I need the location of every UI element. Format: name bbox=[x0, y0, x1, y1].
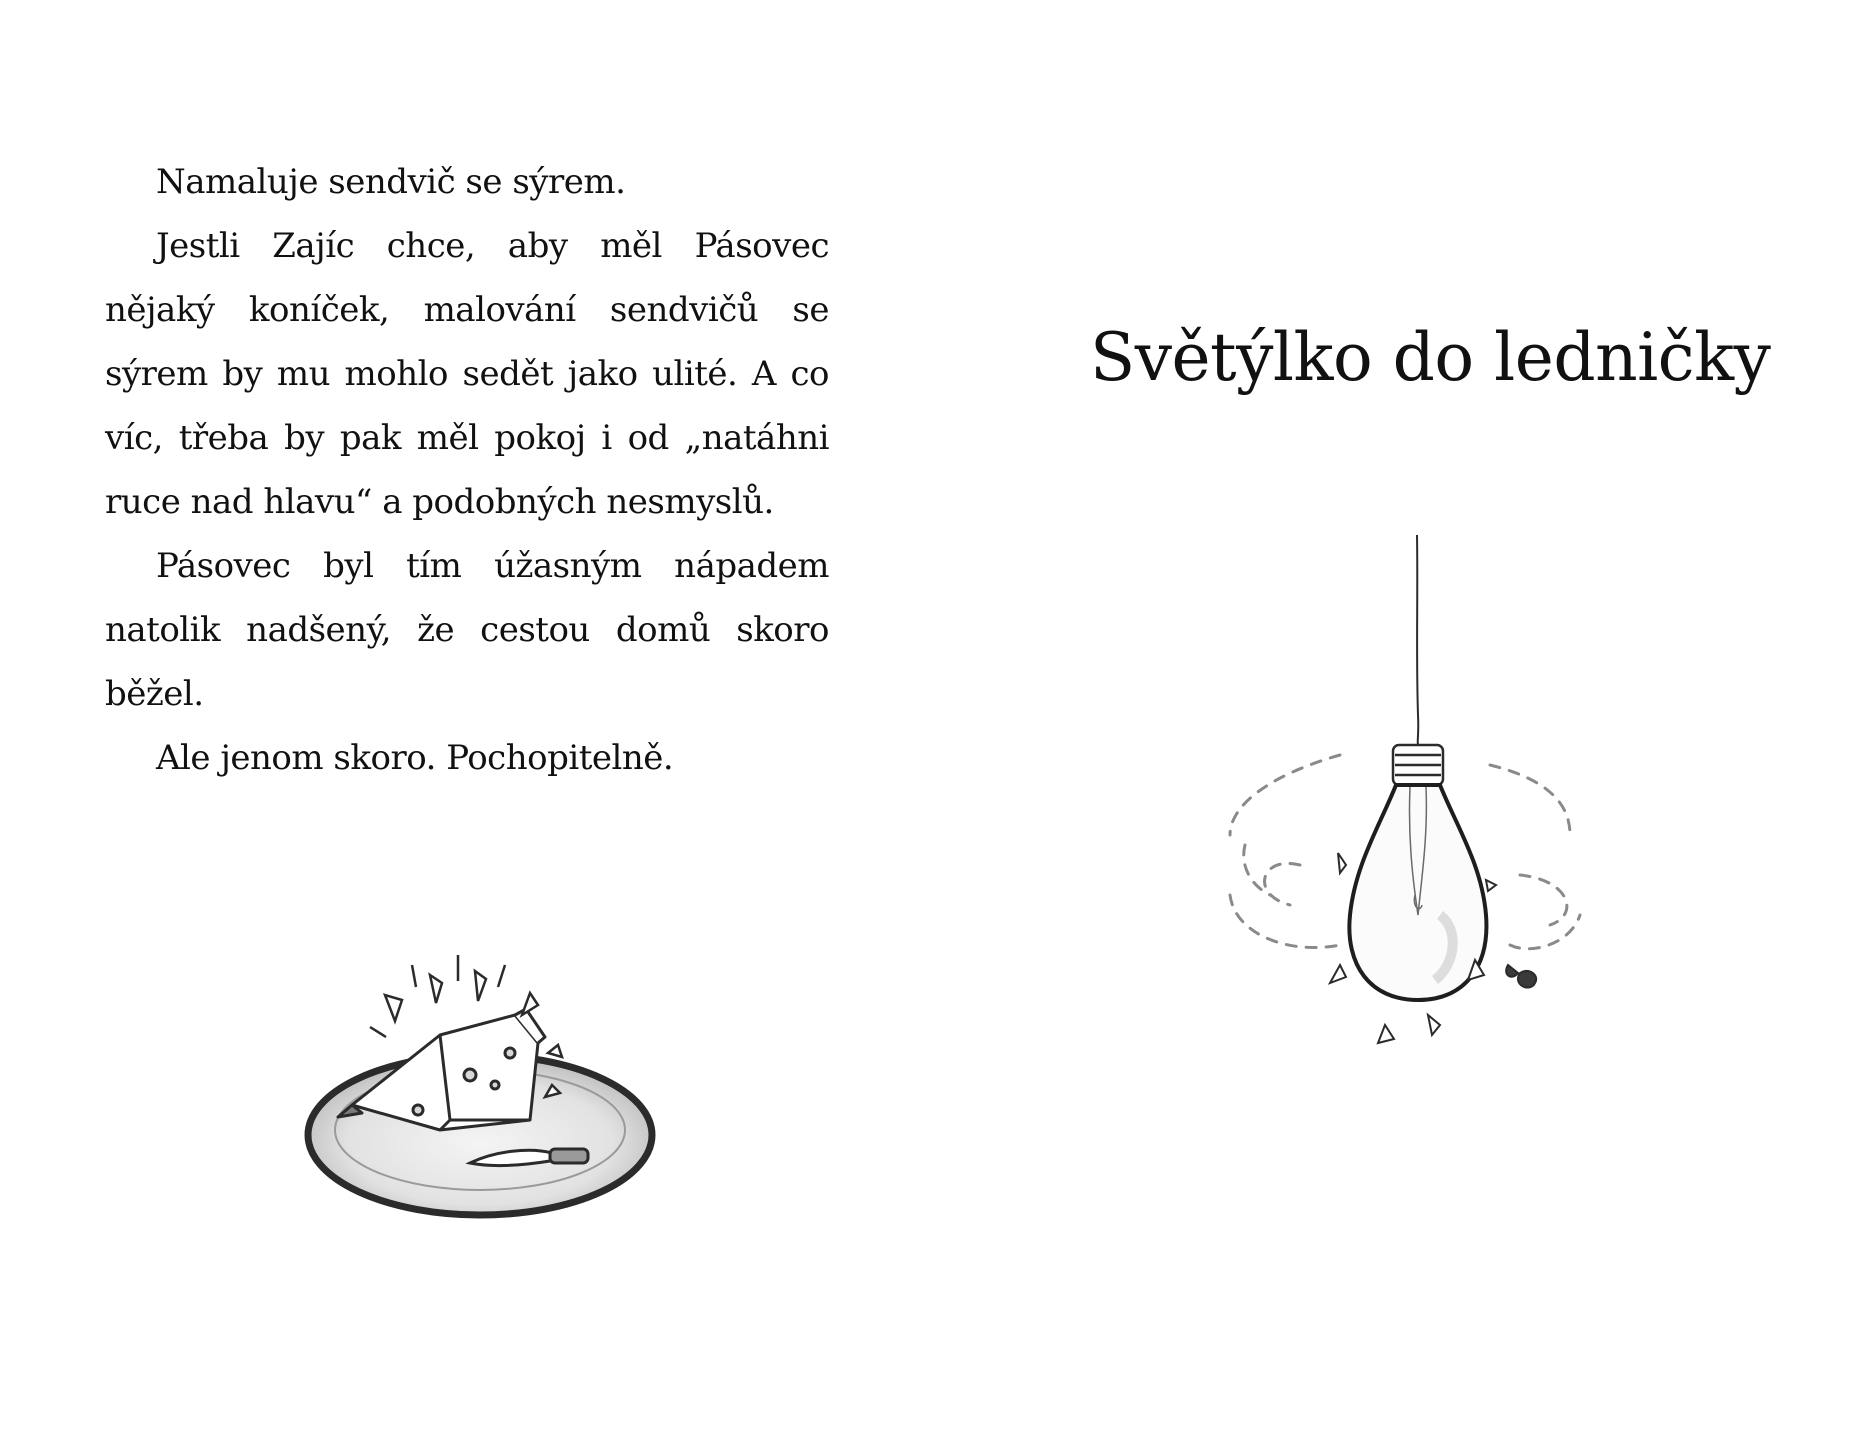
light-bulb-icon bbox=[1349, 785, 1486, 1000]
chapter-title: Světýlko do ledničky bbox=[1090, 319, 1771, 396]
cord-icon bbox=[1417, 535, 1418, 745]
paragraph: Namaluje sendvič se sýrem. bbox=[156, 162, 626, 202]
bulb-socket-icon bbox=[1393, 745, 1443, 785]
paragraph: Ale jenom skoro. Pochopitelně. bbox=[156, 738, 674, 778]
paragraph: Pásovec byl tím úžasným nápadem natolik nadšený, že cestou domů skoro běžel. bbox=[105, 546, 829, 714]
body-text bbox=[105, 150, 829, 790]
cheese-plate-illustration bbox=[290, 925, 670, 1225]
paragraph: Jestli Zajíc chce, aby měl Pásovec nějaký koníček, malování sendvičů se sýrem by mu mohlo sedět jako ulité. A co víc, třeba by pak měl pokoj i od „natáhni ruce nad hlavu“ a podobných nesmyslů. bbox=[105, 226, 829, 522]
light-bulb-illustration bbox=[1190, 535, 1620, 1065]
